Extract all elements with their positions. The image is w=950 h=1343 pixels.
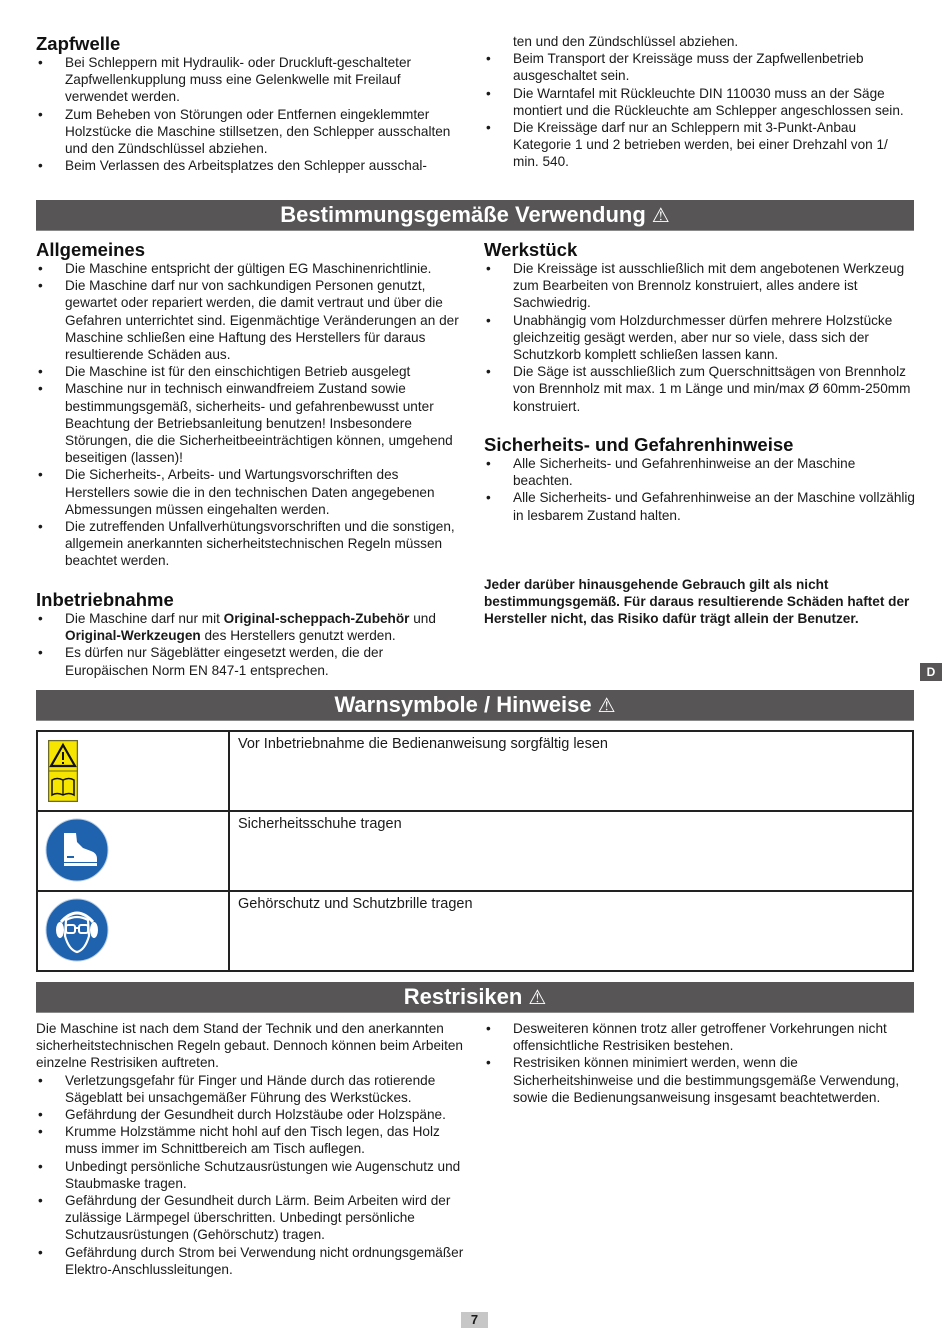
bullet: • bbox=[38, 1158, 43, 1174]
section-title: Warnsymbole / Hinweise bbox=[334, 692, 592, 717]
bullet: • bbox=[38, 261, 43, 276]
list-item: • Verletzungsgefahr für Finger und Hände durch das rotierende Sägeblatt bei unsachgemäßer Führung des Werkstückes. bbox=[38, 1072, 436, 1105]
list-item: • Alle Sicherheits- und Gefahrenhinweise an der Maschine vollzählig in lesbarem Zustand halten. bbox=[486, 490, 915, 523]
werkstueck-list bbox=[484, 260, 916, 415]
list-item: • Bei Schleppern mit Hydraulik- oder Druckluft-geschalteter Zapfwellenkupplung muss eine Gelenkwelle mit Freilauf verwendet werden. bbox=[38, 55, 412, 105]
list-item: • Die Maschine entspricht der gültigen EG Maschinenrichtlinie. bbox=[38, 261, 432, 276]
list-item: • Desweiteren können trotz aller getroffener Vorkehrungen nicht offensichtliche Restrisiken bestehen. bbox=[486, 1021, 887, 1054]
bullet: • bbox=[486, 51, 491, 67]
list-item: • Zum Beheben von Störungen oder Entfernen eingeklemmter Holzstücke die Maschine stillsetzen, den Schlepper ausschalten und den Zündschlüssel abziehen. bbox=[38, 106, 451, 157]
residual-risks-right bbox=[484, 1020, 916, 1106]
bullet: • bbox=[486, 456, 491, 471]
bullet: • bbox=[38, 1124, 43, 1140]
bullet: • bbox=[38, 278, 43, 294]
list-item: • Gefährdung der Gesundheit durch Holzstäube oder Holzspäne. bbox=[38, 1107, 446, 1123]
bullet: • bbox=[486, 261, 491, 276]
bullet: • bbox=[38, 1193, 43, 1209]
read-manual-warning-icon bbox=[48, 740, 78, 802]
warning-triangle-icon: ⚠ bbox=[528, 987, 547, 1009]
bullet: • bbox=[38, 106, 43, 122]
list-item: • Restrisiken können minimiert werden, wenn die Sicherheitshinweise und die bestimmungsgemäße Verwendung, sowie die Bedienungsanweisung insgesamt beachtetwerden. bbox=[486, 1055, 900, 1105]
bullet: • bbox=[38, 158, 43, 174]
list-item: • Die Kreissäge ist ausschließlich mit dem angebotenen Werkzeug zum Bearbeiten von Brennolz konstruiert, alles andere ist Sachwiedrig. bbox=[486, 261, 905, 311]
warning-text: Vor Inbetriebnahme die Bedienanweisung sorgfältig lesen bbox=[238, 736, 608, 752]
icon-cell bbox=[38, 892, 230, 970]
residual-risks-left bbox=[36, 1020, 466, 1278]
werkstueck-heading: Werkstück bbox=[484, 239, 578, 260]
bullet: • bbox=[38, 1107, 43, 1123]
list-item: • Die Kreissäge darf nur an Schleppern mit 3-Punkt-Anbau Kategorie 1 und 2 betrieben werden, bei einer Drehzahl von 1/ min. 540. bbox=[486, 120, 888, 170]
inbetriebnahme-heading: Inbetriebnahme bbox=[36, 589, 174, 610]
page-number: 7 bbox=[461, 1312, 488, 1328]
bullet: • bbox=[486, 364, 491, 380]
continuation-text: ten und den Zündschlüssel abziehen. bbox=[513, 34, 739, 49]
bullet: • bbox=[486, 312, 491, 328]
sicherheit-section bbox=[484, 435, 916, 524]
list-item: • Die Maschine darf nur mit Original-scheppach-Zubehör und Original-Werkzeugen des Herstellers genutzt werden. bbox=[38, 611, 436, 644]
table-row bbox=[38, 892, 912, 970]
list-item: • Beim Verlassen des Arbeitsplatzes den Schlepper ausschal- bbox=[38, 158, 427, 174]
bullet: • bbox=[486, 490, 491, 506]
list-item: • Die Maschine ist für den einschichtigen Betrieb ausgelegt bbox=[38, 364, 411, 380]
werkstueck-section bbox=[484, 240, 916, 415]
safety-shoes-icon bbox=[45, 818, 109, 882]
bullet: • bbox=[38, 364, 43, 380]
bullet: • bbox=[38, 467, 43, 483]
list-item: • Maschine nur in technisch einwandfreiem Zustand sowie bestimmungsgemäß, sicherheits- und gefahrenbewusst unter Beachtung der Betriebsanleitung benutzen! Insbesondere Störungen, die die Sicherheitbeeinträchtigen können, umgehend beseitigen (lassen)! bbox=[38, 381, 453, 466]
list-item: • Die Säge ist ausschließlich zum Querschnittsägen von Brennholz von Brennholz mit max. 1 m Länge und min/max Ø 60mm-250mm konstruiert. bbox=[486, 364, 911, 414]
bullet: • bbox=[486, 1021, 491, 1036]
sicherheit-list bbox=[484, 455, 916, 524]
list-item: • Die Maschine darf nur von sachkundigen Personen genutzt, gewartet oder repariert werden, die damit vertraut und über die Gefahren unterrichtet sind. Eigenmächtige Veränderungen an der Maschine schließen eine Haftung des Herstellers für daraus resultierende Schäden aus. bbox=[38, 278, 459, 363]
bullet: • bbox=[38, 645, 43, 661]
inbetriebnahme-section bbox=[36, 590, 466, 679]
zapfwelle-list bbox=[36, 54, 456, 174]
bullet: • bbox=[38, 55, 43, 70]
bullet: • bbox=[486, 85, 491, 101]
warning-text: Gehörschutz und Schutzbrille tragen bbox=[238, 896, 473, 912]
bullet: • bbox=[38, 1072, 43, 1088]
sicherheit-heading: Sicherheits- und Gefahrenhinweise bbox=[484, 434, 794, 455]
bullet: • bbox=[38, 519, 43, 535]
zapfwelle-section bbox=[36, 34, 456, 174]
emphasis-tools: Original-Werkzeugen bbox=[65, 628, 201, 644]
section-header-residual-risks bbox=[36, 982, 914, 1013]
list-item: • Es dürfen nur Sägeblätter eingesetzt werden, die der Europäischen Norm EN 847-1 entsprechen. bbox=[38, 645, 384, 678]
list-item: • Unabhängig vom Holzdurchmesser dürfen mehrere Holzstücke gleichzeitig gesägt werden, aber nur so viele, dass sich der Schutzkorb komplett schließen lassen kann. bbox=[486, 312, 893, 363]
language-tab: D bbox=[920, 663, 942, 681]
list-item: • Die zutreffenden Unfallverhütungsvorschriften und die sonstigen, allgemein anerkannten sicherheitstechnischen Regeln müssen beachtet werden. bbox=[38, 519, 455, 569]
bullet: • bbox=[38, 611, 43, 626]
liability-note: Jeder darüber hinausgehende Gebrauch gilt als nicht bestimmungsgemäß. Für daraus resultierende Schäden haftet der Hersteller nicht, das Risiko dafür trägt allein der Benutzer. bbox=[484, 577, 910, 627]
bullet: • bbox=[38, 381, 43, 397]
list-item: • Unbedingt persönliche Schutzausrüstungen wie Augenschutz und Staubmaske tragen. bbox=[38, 1158, 461, 1191]
warning-text: Sicherheitsschuhe tragen bbox=[238, 816, 402, 832]
warning-symbols-table bbox=[36, 730, 914, 972]
section-title: Bestimmungsgemäße Verwendung bbox=[280, 202, 646, 227]
allgemeines-section bbox=[36, 240, 466, 570]
allgemeines-list bbox=[36, 260, 466, 570]
list-item: • Gefährdung der Gesundheit durch Lärm. Beim Arbeiten wird der zulässige Lärmpegel überschritten. Unbedingt persönliche Schutzausrüstungen (Gehörschutz) tragen. bbox=[38, 1193, 451, 1243]
table-row bbox=[38, 812, 912, 892]
residual-intro: Die Maschine ist nach dem Stand der Technik und den anerkannten sicherheitstechnischen Regeln gebaut. Dennoch können beim Arbeiten einzelne Restrisiken auftreten. bbox=[36, 1021, 463, 1071]
bullet: • bbox=[486, 120, 491, 136]
list-item: • Alle Sicherheits- und Gefahrenhinweise an der Maschine beachten. bbox=[486, 456, 856, 489]
icon-cell bbox=[38, 812, 230, 890]
section-title: Restrisiken bbox=[403, 984, 523, 1009]
table-row bbox=[38, 732, 912, 812]
list-item: • Die Warntafel mit Rückleuchte DIN 110030 muss an der Säge montiert und die Rückleuchte am Schlepper angeschlossen sein. bbox=[486, 85, 904, 118]
bullet: • bbox=[486, 1055, 491, 1071]
ear-eye-protection-icon bbox=[45, 898, 109, 962]
zapfwelle-heading: Zapfwelle bbox=[36, 33, 121, 54]
list-item: • Beim Transport der Kreissäge muss der Zapfwellenbetrieb ausgeschaltet sein. bbox=[486, 51, 864, 84]
allgemeines-heading: Allgemeines bbox=[36, 239, 145, 260]
warning-triangle-icon: ⚠ bbox=[651, 205, 670, 227]
zapfwelle-continued bbox=[484, 33, 916, 171]
residual-list-right bbox=[484, 1020, 916, 1106]
icon-cell bbox=[38, 732, 230, 810]
zapfwelle-list-continued bbox=[484, 50, 916, 170]
residual-list-left bbox=[36, 1072, 466, 1278]
emphasis-accessories: Original-scheppach-Zubehör bbox=[223, 611, 410, 626]
list-item: • Gefährdung durch Strom bei Verwendung nicht ordnungsgemäßer Elektro-Anschlussleitungen. bbox=[38, 1244, 464, 1277]
warning-triangle-icon: ⚠ bbox=[597, 695, 616, 717]
section-header-intended-use bbox=[36, 200, 914, 231]
section-header-warnings bbox=[36, 690, 914, 721]
list-item: • Krumme Holzstämme nicht hohl auf den Tisch legen, das Holz muss immer im Schnittbereich am Tisch auflegen. bbox=[38, 1124, 440, 1157]
inbetriebnahme-list bbox=[36, 610, 466, 679]
bullet: • bbox=[38, 1244, 43, 1260]
list-item: • Die Sicherheits-, Arbeits- und Wartungsvorschriften des Herstellers sowie die in den technischen Daten angegebenen Abmessungen müssen eingehalten werden. bbox=[38, 467, 435, 517]
